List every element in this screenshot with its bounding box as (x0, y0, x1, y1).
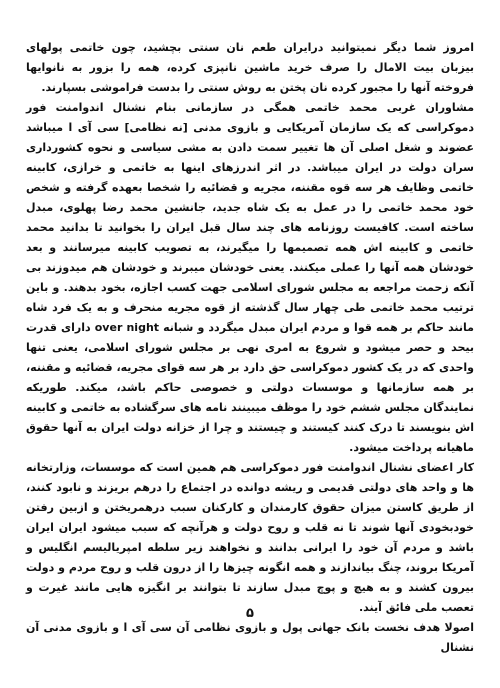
paragraph-world-bank: اصولا هدف نخست بانک جهانی پول و بازوی نظامی آن سی آی ا و بازوی مدنی آن نشنال (26, 621, 474, 654)
paragraph-ned-work: کار اعضای نشنال اندوامنت فور دموکراسی هم همین است که موسسات، وزارتخانه ها و واحد های دولتی قدیمی و ریشه دوانده در اجتماع را درهم بریزند و نابود کنند، از طریق کاستن میزان حقوق کارمندان و کارکنان سبب درهمریختن و ازبین رفتن خودبخودی آنها شوند تا نه قلب و روح دولت و هرآنچه که سبب میشود ایران ایران باشد و مردم آن خود را ایرانی بدانند و نخواهند زیر سلطه امپریالیسم انگلیس و آمریکا بروند، چنگ بیاندازند و همه انگونه چیزها را از درون قلب و روح مردم و دولت بیرون کشند و به هیچ و پوچ مبدل سازند تا بتوانند بر انگیزه هایی مانند غیرت و تعصب ملی فائق آیند. (26, 461, 474, 614)
page-number: ۵ (246, 606, 254, 621)
paragraph-advisors: مشاوران غربی محمد خاتمی همگی در سازمانی بنام نشنال اندوامنت فور دموکراسی که یک سازمان آمریکایی و بازوی مدنی [نه نظامی] سی آی ا میباشد عضوند و شغل اصلی آن ها تغییر سمت دادن به مشی سیاسی و نحوه کشورداری سران دولت در ایران میباشد. در اثر اندرزهای اینها به خاتمی و خرازی، کابینه خاتمی وظایف هر سه قوه مقننه، مجریه و قضائیه را شخصا بعهده گرفته و شخص خود محمد خاتمی را در عمل به یک شاه جدید، جانشین محمد رضا پهلوی، مبدل ساخته است. کافیست روزنامه های چند سال قبل ایران را بخوانید تا بدانید محمد خاتمی و کابینه اش همه تصمیمها را میگیرند، به تصویب کابینه میرسانند و بعد خودشان همه آنها را عملی میکنند. یعنی خودشان میبرند و خودشان هم میدوزند بی آنکه زحمت مراجعه به مجلس شورای اسلامی جهت کسب اجازه، بخود بدهند. و باین ترتیب محمد خاتمی طی چهار سال گذشته از قوه مجریه منحرف و به یک فرد شاه مانند حاکم بر همه قوا و مردم ایران مبدل میگردد و شبانه over night دارای قدرت بیحد و حصر میشود و شروع به امری نهی بر مجلس شورای اسلامی، یعنی تنها واحدی که در یک کشور دموکراسی حق دارد بر هر سه قوای مجریه، قضائیه و مقننه، بر همه سازمانها و موسسات دولتی و خصوصی حاکم باشد، میکند. طوریکه نمایندگان مجلس ششم خود را موظف میبینند نامه های سرگشاده به خاتمی و کابینه اش بنویسند تا درک کنند کیستند و چیستند و چرا از خزانه دولت ایران به آنها حقوق ماهیانه پرداخت میشود. (26, 101, 474, 454)
paragraph-bread: امروز شما دیگر نمیتوانید درایران طعم نان سنتی بچشید، چون خاتمی پولهای بیزبان بیت الامال را صرف خرید ماشین نانپزی کرده، همه را بزور به نانوایها فروخته آنها را مجبور کرده نان پختن به روش سنتی را بدست فراموشی بسپارند. (26, 41, 474, 94)
